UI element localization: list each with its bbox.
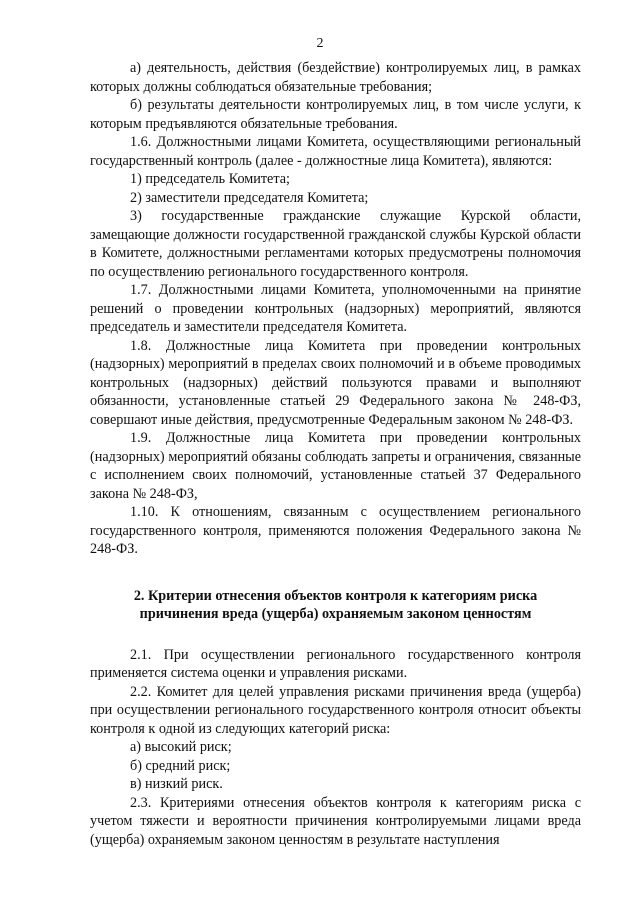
section-heading: 2. Критерии отнесения объектов контроля к категориям риска причинения вреда (ущерба) охраняемым законом ценностям bbox=[133, 587, 538, 622]
list-item-medium-risk: б) средний риск; bbox=[130, 757, 231, 774]
paragraph-1-8: 1.8. Должностные лица Комитета при проведении контрольных (надзорных) мероприятий в пределах своих полномочий и в объеме проводимых контрольных (надзорных) действий пользуются правами и выполняют обязанности, установленные статьей 29 Федерального закона № 248-ФЗ, совершают иные действия, предусмотренные Федеральным законом № 248-ФЗ. bbox=[90, 337, 581, 428]
paragraph-a-activity: а) деятельность, действия (бездействие) контролируемых лиц, в рамках которых должны соблюдаться обязательные требования; bbox=[90, 60, 581, 95]
list-item-civil-servants: 3) государственные гражданские служащие Курской области, замещающие должности государственной гражданской службы Курской области в Комитете, должностными регламентами которых предусмотрены полномочия по осуществлению регионального государственного контроля. bbox=[90, 208, 581, 280]
paragraph-b-results: б) результаты деятельности контролируемых лиц, в том числе услуги, к которым предъявляются обязательные требования. bbox=[90, 97, 581, 132]
page-number: 2 bbox=[316, 36, 324, 51]
paragraph-1-6: 1.6. Должностными лицами Комитета, осуществляющими региональный государственный контроль (далее - должностные лица Комитета), являются: bbox=[90, 134, 581, 169]
paragraph-2-1: 2.1. При осуществлении регионального государственного контроля применяется система оценки и управления рисками. bbox=[90, 646, 581, 681]
list-item-deputies: 2) заместители председателя Комитета; bbox=[130, 189, 369, 206]
list-item-low-risk: в) низкий риск. bbox=[130, 776, 223, 792]
paragraph-1-10: 1.10. К отношениям, связанным с осуществлением регионального государственного контроля, применяются положения Федерального закона № 248-ФЗ. bbox=[90, 504, 581, 557]
paragraph-1-7: 1.7. Должностными лицами Комитета, уполномоченными на принятие решений о проведении контрольных (надзорных) мероприятий, являются председатель и заместители председателя Комитета. bbox=[90, 282, 581, 335]
list-item-high-risk: а) высокий риск; bbox=[130, 739, 232, 755]
paragraph-2-2: 2.2. Комитет для целей управления рисками причинения вреда (ущерба) при осуществлении регионального государственного контроля относит объекты контроля к одной из следующих категорий риска: bbox=[90, 683, 581, 737]
document-body bbox=[90, 59, 581, 849]
paragraph-2-3: 2.3. Критериями отнесения объектов контроля к категориям риска с учетом тяжести и вероятности причинения контролируемыми лицами вреда (ущерба) охраняемым законом ценностям в результате наступления bbox=[90, 794, 581, 848]
paragraph-1-9: 1.9. Должностные лица Комитета при проведении контрольных (надзорных) мероприятий обязаны соблюдать запреты и ограничения, связанные с исполнением своих полномочий, установленные статьей 37 Федерального закона № 248-ФЗ, bbox=[90, 430, 581, 502]
list-item-chairman: 1) председатель Комитета; bbox=[130, 171, 290, 187]
